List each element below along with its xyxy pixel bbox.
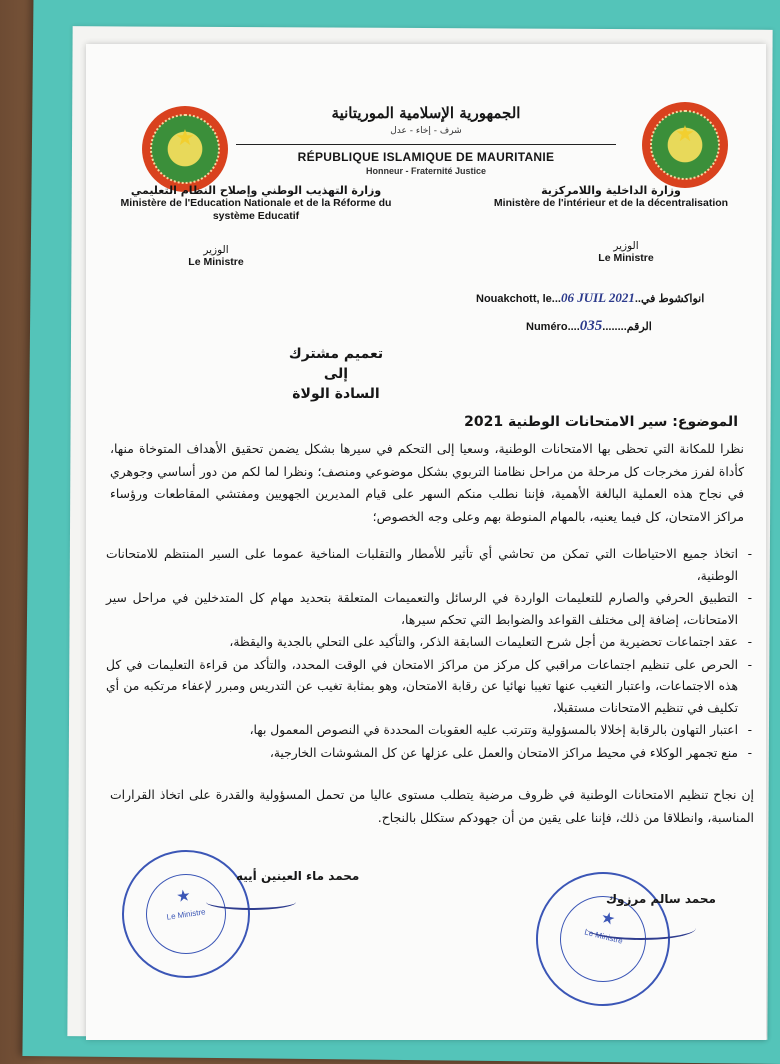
wazir-ar-left: الوزير bbox=[203, 244, 229, 256]
minister-label-left bbox=[146, 244, 286, 268]
signatory-right-name: محمد سالم مرزوك bbox=[606, 892, 716, 906]
stamp-right-text: Le Ministre bbox=[583, 927, 624, 946]
signatory-left-name: محمد ماء العينين أييه bbox=[236, 869, 360, 883]
header-french-motto: Honneur - Fraternité Justice bbox=[365, 166, 487, 176]
wazir-ar-right: الوزير bbox=[613, 240, 639, 252]
closing-paragraph: إن نجاح تنظيم الامتحانات الوطنية في ظروف مرضية يتطلب مستوى عاليا من تحمل المسؤولية والقدرة على اتخاذ القرارات المناسبة، وانطلاقا من ذلك، فإننا على يقين من أن جهودكم ستكلل بالنجاح. bbox=[110, 787, 754, 825]
numero-label-ar: الرقم bbox=[626, 321, 652, 333]
date-line: Nouakchott, le...06 JUIL 2021..انواكشوط في bbox=[476, 290, 705, 305]
ministry-interior bbox=[466, 184, 756, 210]
header-arabic-motto: شرف - إخاء - عدل bbox=[390, 126, 462, 136]
mauritania-emblem-right: ★ bbox=[642, 102, 728, 188]
header-divider bbox=[236, 144, 616, 145]
subject-line: الموضوع: سير الامتحانات الوطنية 2021 bbox=[464, 414, 738, 430]
ministre-fr-right: Le Ministre bbox=[598, 252, 654, 264]
ministre-fr-left: Le Ministre bbox=[188, 256, 244, 268]
numero-label-fr: Numéro bbox=[526, 321, 568, 333]
ministry-interior-ar: وزارة الداخلية واللامركزية bbox=[541, 184, 681, 197]
list-item: - اتخاذ جميع الاحتياطات التي تمكن من تحاشي أي تأثير للأمطار والتقلبات المناخية عموما على السير المنتظم للامتحانات الوطنية، bbox=[106, 544, 738, 587]
ministry-education-fr: Ministère de l'Education Nationale et de la Réforme du système Educatif bbox=[120, 197, 392, 222]
interior-ministry-stamp: ★ Le Ministre bbox=[522, 858, 684, 1020]
numero-value: 035 bbox=[579, 318, 603, 334]
circular-title: تعميم مشترك bbox=[288, 346, 384, 362]
header-french-title: RÉPUBLIQUE ISLAMIQUE DE MAURITANIE bbox=[297, 150, 555, 164]
ministry-education bbox=[106, 184, 406, 223]
list-item: - منع تجمهر الوكلاء في محيط مراكز الامتحان والعمل على عزلها عن كل المشوشات الخارجية، bbox=[106, 743, 738, 765]
ministry-education-ar: وزارة التهذيب الوطني وإصلاح النظام التعليمي bbox=[130, 184, 382, 197]
list-item: - عقد اجتماعات تحضيرية من أجل شرح التعليمات السابقة الذكر، والتأكيد على التحلي بالجدية واليقظة، bbox=[106, 632, 738, 654]
list-item: - التطبيق الحرفي والصارم للتعليمات الواردة في الرسائل والتعميمات المتعلقة بتحديد مهام كل المتدخلين في مراحل سير الامتحانات، إضافة إلى مختلف القواعد والضوابط التي تحكم سيرها، bbox=[106, 588, 738, 631]
education-ministry-stamp: ★ Le Ministre bbox=[114, 842, 259, 987]
date-label-ar: انواكشوط في bbox=[641, 293, 705, 305]
header-arabic-title: الجمهورية الإسلامية الموريتانية bbox=[331, 104, 521, 122]
mauritania-emblem-left: ★ bbox=[142, 106, 228, 192]
circular-document bbox=[86, 44, 766, 1040]
stamp-left-text: Le Ministre bbox=[166, 907, 207, 922]
date-value: 06 JUIL 2021 bbox=[560, 290, 635, 305]
signature-right bbox=[586, 916, 696, 940]
list-item: - الحرص على تنظيم اجتماعات مراقبي كل مركز من مراكز الامتحان في الوقت المحدد، والتأكد من قراءة التعليمات في كل هذه الاجتماعات، واعتبار التغيب عنها تغيبا نهائيا عن رقابة الامتحان، وهو بمثابة تغيب عن التدريس ومبرر لإعفاء مرتكبه من أي تكليف في تنظيم الامتحانات مستقبلا، bbox=[106, 655, 738, 720]
instructions-list bbox=[106, 544, 752, 765]
ministry-interior-fr: Ministère de l'intérieur et de la décentralisation bbox=[493, 197, 729, 209]
date-label-fr: Nouakchott, le. bbox=[476, 293, 555, 305]
circular-to: إلى bbox=[323, 366, 349, 382]
list-item: - اعتبار التهاون بالرقابة إخلالا بالمسؤولية وتترتب عليه العقوبات المحددة في النصوص المعمول بها، bbox=[106, 720, 738, 742]
signature-left bbox=[206, 894, 296, 910]
reference-number-line: Numéro....035........الرقم bbox=[526, 318, 652, 334]
intro-paragraph: نظرا للمكانة التي تحظى بها الامتحانات الوطنية، وسعيا إلى التحكم في سيرها بشكل يضمن تحقيق الأهداف المتوخاة منها، كأداة لفرز مخرجات كل مرحلة من مراحل نظامنا التربوي بشكل موضوعي ومنصف؛ ونظرا لما لكم من دور أساسي وجوهري في نجاح هذه العملية البالغة الأهمية، فإننا نطلب منكم السهر على قيام المديرين الجهويين ومفتشي المقاطعات ورؤساء مراكز الامتحان، كل فيما يعنيه، بالمهام المنوطة بهم وعلى وجه الخصوص؛ bbox=[110, 441, 744, 524]
circular-recipients: السادة الولاة bbox=[292, 386, 380, 402]
minister-label-right bbox=[566, 240, 686, 264]
